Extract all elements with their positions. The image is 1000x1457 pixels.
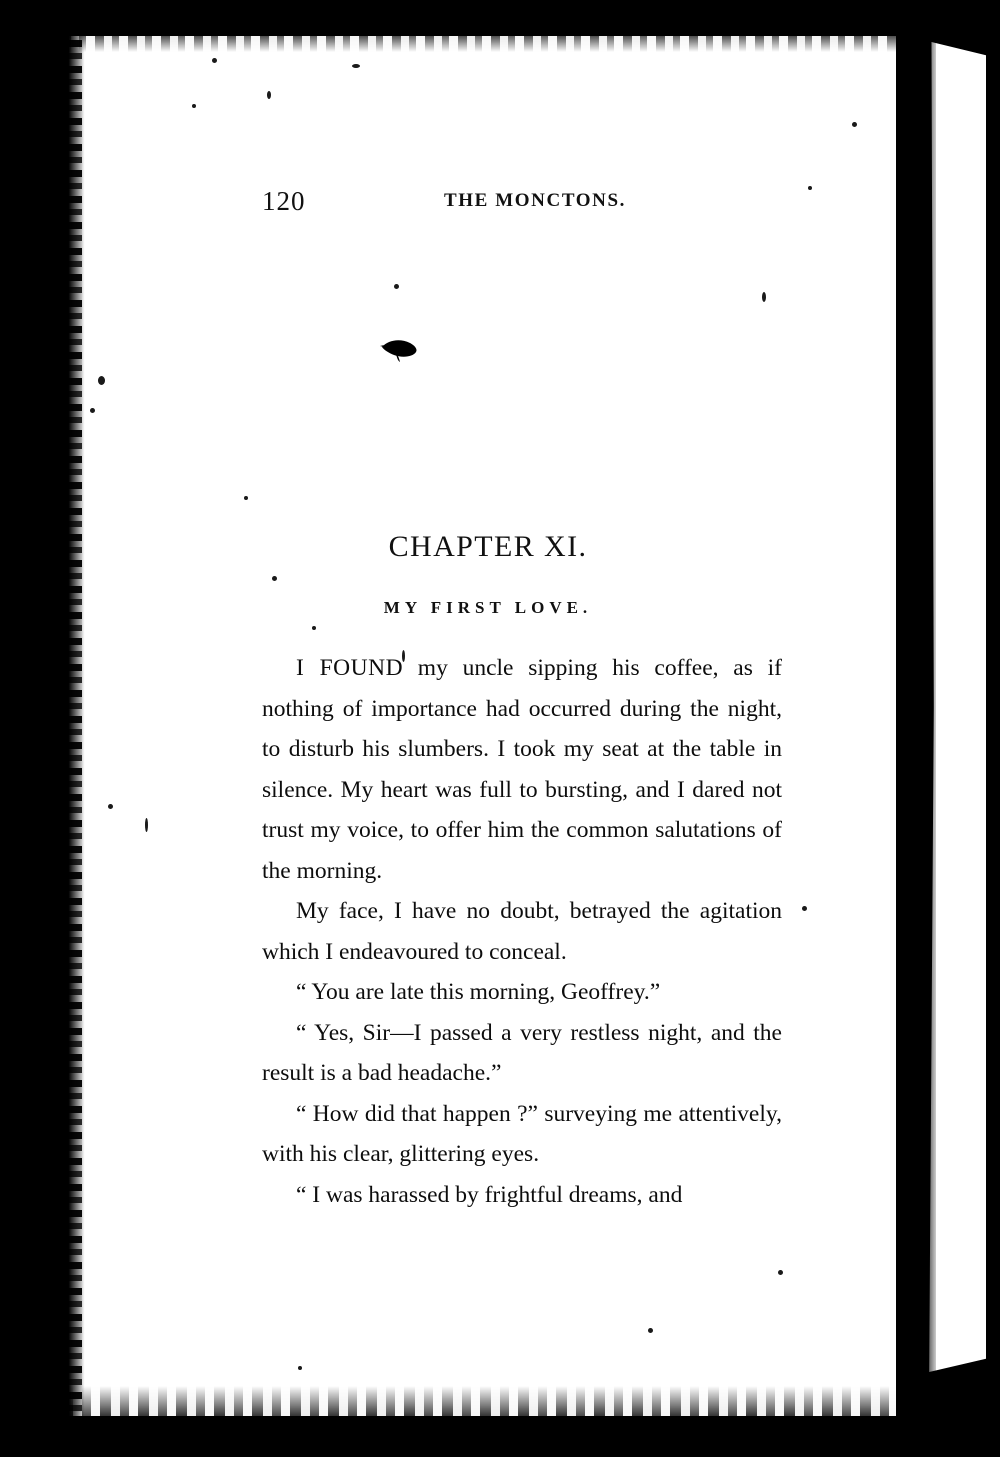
- paragraph-text: “ Yes, Sir—I passed a very restless night, and the result is a bad headache.”: [262, 1019, 782, 1086]
- facing-page-sliver: [928, 42, 986, 1372]
- page-edge-left-texture: [60, 40, 82, 1412]
- body-text: [262, 648, 782, 1215]
- chapter-title: CHAPTER XI.: [388, 530, 588, 563]
- page-number: 120: [262, 186, 306, 216]
- page-edge-bottom: [62, 1386, 914, 1420]
- paragraph-text: My face, I have no doubt, betrayed the agitation which I endeavoured to conceal.: [262, 898, 782, 965]
- paragraph: [262, 648, 782, 891]
- chapter-subtitle: MY FIRST LOVE.: [383, 598, 593, 617]
- paragraph: [262, 1094, 782, 1175]
- paragraph: [262, 1013, 782, 1094]
- paragraph: [262, 1175, 782, 1216]
- page-paper-surface: [62, 36, 914, 1416]
- paragraph-opening-words: I FOUND: [296, 655, 404, 681]
- running-head: [62, 186, 914, 216]
- leaf-ornament-icon: [380, 336, 420, 362]
- paragraph-text: “ I was harassed by frightful dreams, and: [296, 1181, 683, 1208]
- paragraph-text: “ You are late this morning, Geoffrey.”: [296, 979, 661, 1005]
- paragraph: [262, 891, 782, 972]
- paragraph-text: my uncle sipping his coffee, as if nothing of importance had occurred during the night, to disturb his slumbers. I took my seat at the table in silence. My heart was full to bursting, and I dared not trust my voice, to offer him the common salutations of the morning.: [262, 655, 782, 884]
- paragraph: [262, 972, 782, 1013]
- page-content: [62, 36, 914, 1416]
- running-head-title: THE MONCTONS.: [444, 190, 626, 211]
- paragraph-text: “ How did that happen ?” surveying me attentively, with his clear, glittering eyes.: [262, 1100, 782, 1167]
- page-edge-top: [62, 30, 914, 52]
- gutter-shadow: [922, 38, 936, 1378]
